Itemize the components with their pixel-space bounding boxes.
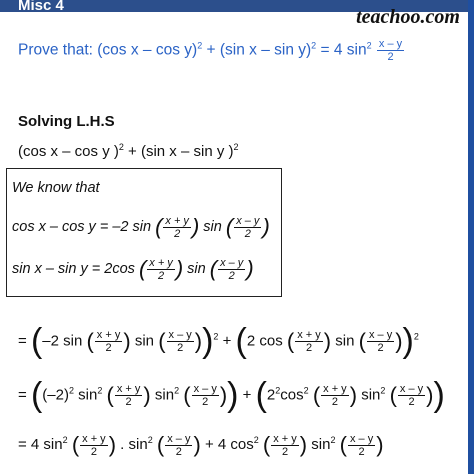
step-1: = (–2 sin ( $\frac{x + y}{2}$ ) sin ( $\frac{x - y}{2}$ ))$^2$ + (2 cos ( $\frac{x + y}{2}$ ) sin ( $\frac{x - y}{2}$ ))$^2$ <box>18 322 419 360</box>
page-title: Misc 4 <box>18 0 64 14</box>
question-text: Prove that: (cos x – cos y)$^2$ + (sin x – sin y)$^2$ = 4 $\sin^2$ $\frac{x - y}{2}$ <box>18 38 403 63</box>
brand-logo: teachoo.com <box>356 6 460 28</box>
identity-sin: sin x – sin y = 2cos ( $\frac{x + y}{2}$ ) sin ( $\frac{x - y}{2}$ ) <box>12 256 254 282</box>
identity-cos: cos x – cos y = –2 sin ( $\frac{x + y}{2}$ ) sin ( $\frac{x - y}{2}$ ) <box>12 214 270 240</box>
step-2: = ($(-2)^2$ $\sin^2$ ( $\frac{x + y}{2}$ ) $\sin^2$ ( $\frac{x - y}{2}$ )) + ($2^2\cos^2$ ( $\frac{x + y}{2}$ ) $\sin^2$ ( $\frac{x - y}{2}$ )) <box>18 376 445 414</box>
step-3: = 4 $\sin^2$ ( $\frac{x + y}{2}$ ) . $\sin^2$ ( $\frac{x - y}{2}$ ) + 4 $\cos^2$ ( $\frac{x + y}{2}$ ) $\sin^2$ ( $\frac{x - y}{2}$ ) <box>18 432 384 458</box>
scrollbar[interactable] <box>468 0 474 474</box>
lhs-expression: (cos x – cos y )$^2$ + (sin x – sin y )$^2$ <box>18 142 239 160</box>
box-heading: We know that <box>12 180 100 196</box>
solving-heading: Solving L.H.S <box>18 113 115 130</box>
question-fraction: $\frac{x - y}{2}$ <box>378 38 403 63</box>
